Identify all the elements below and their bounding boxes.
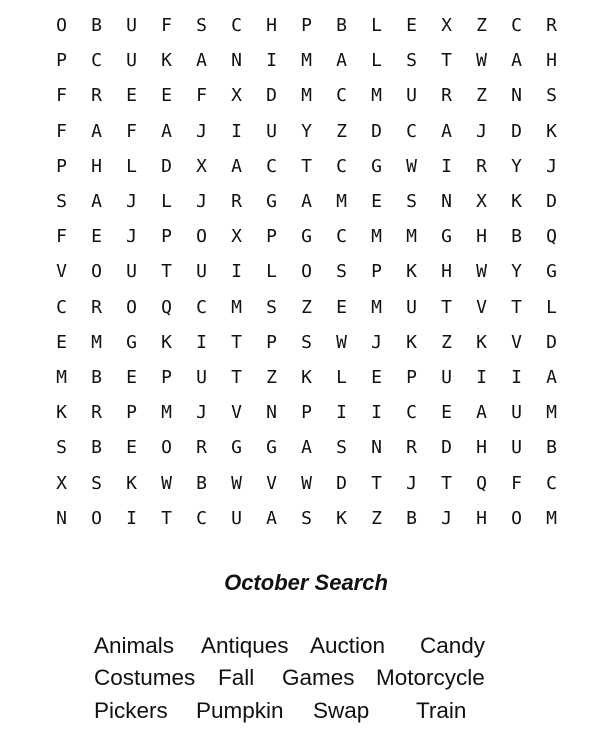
- grid-letter: B: [91, 15, 102, 37]
- grid-letter: T: [231, 331, 242, 353]
- grid-letter: J: [126, 191, 137, 213]
- grid-letter: C: [406, 120, 417, 142]
- grid-letter: O: [511, 507, 522, 529]
- word-item: Antiques: [201, 633, 289, 658]
- grid-letter: M: [91, 331, 102, 353]
- grid-letter: Y: [511, 261, 522, 283]
- grid-letter: U: [441, 366, 452, 388]
- grid-letter: R: [196, 437, 207, 459]
- grid-letter: D: [336, 472, 347, 494]
- grid-letter: O: [301, 261, 312, 283]
- word-item: Train: [416, 698, 467, 723]
- grid-letter: I: [196, 331, 207, 353]
- grid-letter: S: [336, 261, 347, 283]
- grid-letter: Y: [511, 155, 522, 177]
- grid-letter: H: [441, 261, 452, 283]
- grid-letter: H: [476, 507, 487, 529]
- grid-letter: D: [266, 85, 277, 107]
- grid-letter: K: [126, 472, 137, 494]
- grid-letter: N: [56, 507, 67, 529]
- grid-letter: K: [301, 366, 312, 388]
- grid-letter: P: [301, 15, 312, 37]
- word-item: Pickers: [94, 698, 168, 723]
- grid-letter: N: [231, 50, 242, 72]
- grid-letter: A: [91, 120, 102, 142]
- grid-letter: Z: [476, 85, 487, 107]
- grid-letter: H: [476, 226, 487, 248]
- grid-letter: C: [266, 155, 277, 177]
- word-item: Animals: [94, 633, 175, 658]
- grid-letter: L: [371, 50, 382, 72]
- grid-letter: E: [91, 226, 102, 248]
- grid-letter: J: [196, 120, 207, 142]
- grid-letter: A: [546, 366, 557, 388]
- word-item: Candy: [420, 633, 486, 658]
- grid-letter: A: [91, 191, 102, 213]
- grid-letter: I: [231, 120, 242, 142]
- grid-letter: U: [406, 296, 417, 318]
- grid-letter: X: [476, 191, 487, 213]
- grid-letter: S: [91, 472, 102, 494]
- grid-letter: M: [371, 85, 382, 107]
- grid-letter: B: [91, 366, 102, 388]
- grid-letter: E: [371, 366, 382, 388]
- grid-letter: K: [476, 331, 487, 353]
- grid-letter: W: [231, 472, 242, 494]
- grid-letter: W: [476, 50, 487, 72]
- grid-letter: I: [476, 366, 487, 388]
- grid-letter: F: [196, 85, 207, 107]
- grid-letter: M: [56, 366, 67, 388]
- word-item: Pumpkin: [196, 698, 284, 723]
- grid-letter: H: [91, 155, 102, 177]
- grid-letter: X: [196, 155, 207, 177]
- grid-letter: E: [336, 296, 347, 318]
- grid-letter: G: [301, 226, 312, 248]
- grid-letter: L: [371, 15, 382, 37]
- grid-letter: C: [336, 226, 347, 248]
- grid-letter: F: [56, 85, 67, 107]
- grid-letter: I: [266, 50, 277, 72]
- word-item: Swap: [313, 698, 370, 723]
- grid-letter: Z: [336, 120, 347, 142]
- grid-letter: A: [301, 191, 312, 213]
- grid-letter: X: [441, 15, 452, 37]
- grid-letter: T: [161, 261, 172, 283]
- grid-letter: Q: [161, 296, 172, 318]
- grid-letter: T: [511, 296, 522, 318]
- grid-letter: C: [231, 15, 242, 37]
- grid-letter: T: [301, 155, 312, 177]
- grid-letter: W: [406, 155, 417, 177]
- grid-letter: A: [161, 120, 172, 142]
- grid-letter: C: [511, 15, 522, 37]
- grid-letter: J: [126, 226, 137, 248]
- grid-letter: U: [406, 85, 417, 107]
- grid-letter: E: [126, 437, 137, 459]
- grid-letter: A: [336, 50, 347, 72]
- grid-letter: E: [441, 402, 452, 424]
- grid-letter: R: [406, 437, 417, 459]
- grid-letter: S: [406, 50, 417, 72]
- grid-letter: V: [231, 402, 242, 424]
- grid-letter: K: [336, 507, 347, 529]
- grid-letter: S: [301, 331, 312, 353]
- grid-letter: P: [266, 226, 277, 248]
- grid-letter: J: [406, 472, 417, 494]
- grid-letter: G: [266, 437, 277, 459]
- grid-letter: I: [231, 261, 242, 283]
- grid-letter: Y: [301, 120, 312, 142]
- grid-letter: F: [56, 226, 67, 248]
- grid-letter: T: [441, 472, 452, 494]
- grid-letter: G: [441, 226, 452, 248]
- grid-letter: D: [546, 331, 557, 353]
- grid-letter: L: [161, 191, 172, 213]
- grid-letter: Z: [476, 15, 487, 37]
- grid-letter: X: [231, 85, 242, 107]
- grid-letter: F: [56, 120, 67, 142]
- grid-letter: L: [546, 296, 557, 318]
- grid-letter: K: [161, 331, 172, 353]
- grid-letter: C: [56, 296, 67, 318]
- grid-letter: Z: [301, 296, 312, 318]
- grid-letter: P: [56, 155, 67, 177]
- grid-letter: J: [441, 507, 452, 529]
- grid-letter: C: [336, 155, 347, 177]
- grid-letter: D: [441, 437, 452, 459]
- word-item: Games: [282, 665, 355, 690]
- grid-letter: D: [371, 120, 382, 142]
- grid-letter: P: [126, 402, 137, 424]
- grid-letter: J: [371, 331, 382, 353]
- grid-letter: K: [406, 331, 417, 353]
- grid-letter: E: [371, 191, 382, 213]
- grid-letter: P: [266, 331, 277, 353]
- grid-letter: M: [546, 507, 557, 529]
- grid-letter: J: [196, 191, 207, 213]
- grid-letter: N: [511, 85, 522, 107]
- grid-letter: S: [196, 15, 207, 37]
- grid-letter: F: [511, 472, 522, 494]
- grid-letter: G: [231, 437, 242, 459]
- grid-letter: U: [126, 50, 137, 72]
- grid-letter: I: [336, 402, 347, 424]
- grid-letter: I: [511, 366, 522, 388]
- grid-letter: T: [231, 366, 242, 388]
- grid-letter: I: [371, 402, 382, 424]
- grid-letter: D: [546, 191, 557, 213]
- grid-letter: P: [406, 366, 417, 388]
- grid-letter: E: [126, 366, 137, 388]
- grid-letter: D: [511, 120, 522, 142]
- grid-letter: Q: [476, 472, 487, 494]
- grid-letter: M: [406, 226, 417, 248]
- grid-letter: Z: [266, 366, 277, 388]
- grid-letter: A: [301, 437, 312, 459]
- grid-letter: J: [476, 120, 487, 142]
- grid-letter: E: [126, 85, 137, 107]
- grid-letter: B: [196, 472, 207, 494]
- grid-letter: B: [406, 507, 417, 529]
- grid-letter: S: [546, 85, 557, 107]
- grid-letter: W: [161, 472, 172, 494]
- grid-letter: H: [476, 437, 487, 459]
- grid-letter: F: [161, 15, 172, 37]
- grid-letter: C: [196, 296, 207, 318]
- grid-letter: T: [161, 507, 172, 529]
- grid-letter: H: [546, 50, 557, 72]
- grid-letter: F: [126, 120, 137, 142]
- word-item: Auction: [310, 633, 386, 658]
- grid-letter: M: [546, 402, 557, 424]
- grid-letter: V: [511, 331, 522, 353]
- grid-letter: U: [231, 507, 242, 529]
- grid-letter: S: [301, 507, 312, 529]
- grid-letter: U: [266, 120, 277, 142]
- grid-letter: N: [266, 402, 277, 424]
- grid-letter: M: [231, 296, 242, 318]
- grid-letter: Z: [371, 507, 382, 529]
- grid-letter: I: [126, 507, 137, 529]
- grid-letter: K: [406, 261, 417, 283]
- grid-letter: O: [91, 507, 102, 529]
- grid-letter: K: [546, 120, 557, 142]
- grid-letter: W: [476, 261, 487, 283]
- grid-letter: Z: [441, 331, 452, 353]
- grid-letter: K: [56, 402, 67, 424]
- grid-letter: H: [266, 15, 277, 37]
- grid-letter: R: [91, 402, 102, 424]
- grid-letter: R: [441, 85, 452, 107]
- grid-letter: P: [161, 366, 172, 388]
- grid-letter: I: [441, 155, 452, 177]
- grid-letter: G: [266, 191, 277, 213]
- grid-letter: G: [546, 261, 557, 283]
- grid-letter: A: [511, 50, 522, 72]
- grid-letter: S: [56, 437, 67, 459]
- grid-letter: B: [91, 437, 102, 459]
- word-search-grid: [44, 8, 569, 536]
- grid-letter: W: [336, 331, 347, 353]
- grid-letter: B: [336, 15, 347, 37]
- grid-letter: T: [441, 50, 452, 72]
- grid-letter: M: [371, 226, 382, 248]
- grid-letter: C: [196, 507, 207, 529]
- grid-letter: P: [56, 50, 67, 72]
- grid-letter: S: [56, 191, 67, 213]
- grid-letter: P: [371, 261, 382, 283]
- grid-letter: U: [196, 261, 207, 283]
- grid-letter: G: [371, 155, 382, 177]
- grid-letter: R: [476, 155, 487, 177]
- grid-letter: E: [406, 15, 417, 37]
- grid-letter: K: [511, 191, 522, 213]
- grid-letter: O: [161, 437, 172, 459]
- grid-letter: U: [511, 402, 522, 424]
- grid-letter: O: [91, 261, 102, 283]
- grid-letter: J: [196, 402, 207, 424]
- grid-letter: N: [441, 191, 452, 213]
- grid-letter: E: [161, 85, 172, 107]
- grid-letter: M: [161, 402, 172, 424]
- grid-letter: D: [161, 155, 172, 177]
- grid-letter: C: [546, 472, 557, 494]
- grid-letter: R: [546, 15, 557, 37]
- grid-letter: B: [546, 437, 557, 459]
- puzzle-title: October Search: [224, 570, 388, 595]
- grid-letter: K: [161, 50, 172, 72]
- grid-letter: T: [371, 472, 382, 494]
- word-item: Costumes: [94, 665, 196, 690]
- grid-letter: X: [231, 226, 242, 248]
- grid-letter: W: [301, 472, 312, 494]
- grid-letter: X: [56, 472, 67, 494]
- grid-letter: O: [126, 296, 137, 318]
- grid-letter: R: [231, 191, 242, 213]
- grid-letter: P: [301, 402, 312, 424]
- grid-letter: L: [336, 366, 347, 388]
- grid-letter: A: [196, 50, 207, 72]
- word-item: Motorcycle: [376, 665, 485, 690]
- grid-letter: V: [56, 261, 67, 283]
- grid-letter: U: [126, 261, 137, 283]
- grid-letter: T: [441, 296, 452, 318]
- grid-letter: O: [196, 226, 207, 248]
- grid-letter: P: [161, 226, 172, 248]
- word-item: Fall: [218, 665, 255, 690]
- grid-letter: V: [266, 472, 277, 494]
- grid-letter: S: [266, 296, 277, 318]
- grid-letter: A: [231, 155, 242, 177]
- grid-letter: C: [336, 85, 347, 107]
- grid-letter: N: [371, 437, 382, 459]
- grid-letter: J: [546, 155, 557, 177]
- grid-letter: G: [126, 331, 137, 353]
- grid-letter: M: [371, 296, 382, 318]
- grid-letter: A: [266, 507, 277, 529]
- grid-letter: B: [511, 226, 522, 248]
- grid-letter: C: [406, 402, 417, 424]
- grid-letter: R: [91, 296, 102, 318]
- grid-letter: M: [301, 50, 312, 72]
- grid-letter: A: [476, 402, 487, 424]
- grid-letter: U: [196, 366, 207, 388]
- grid-letter: L: [126, 155, 137, 177]
- grid-letter: S: [336, 437, 347, 459]
- grid-letter: M: [336, 191, 347, 213]
- grid-letter: L: [266, 261, 277, 283]
- grid-letter: A: [441, 120, 452, 142]
- grid-letter: Q: [546, 226, 557, 248]
- grid-letter: C: [91, 50, 102, 72]
- grid-letter: S: [406, 191, 417, 213]
- grid-letter: E: [56, 331, 67, 353]
- grid-letter: O: [56, 15, 67, 37]
- grid-letter: R: [91, 85, 102, 107]
- grid-letter: M: [301, 85, 312, 107]
- grid-letter: U: [511, 437, 522, 459]
- grid-letter: U: [126, 15, 137, 37]
- grid-letter: V: [476, 296, 487, 318]
